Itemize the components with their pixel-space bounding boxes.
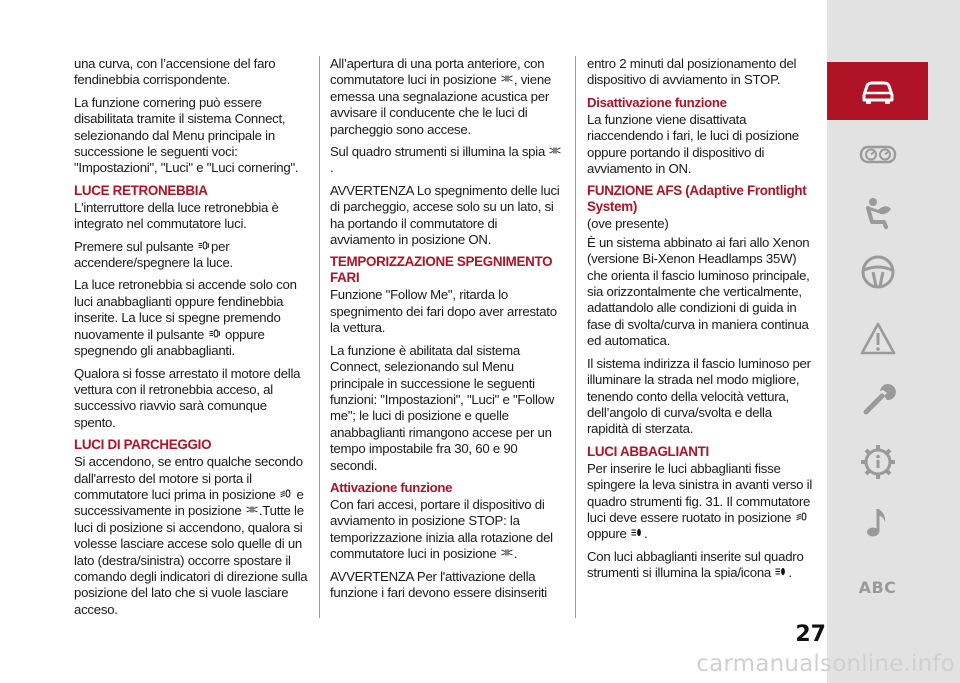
- paragraph: Il sistema indirizza il fascio luminoso per illuminare la strada nel modo migliore, tenendo conto della velocità vettura, dell’angolo di curva/svolta e della rapidità di sterzata.: [587, 355, 811, 437]
- text-run: All’apertura di una porta anteriore, con commutatore luci in posizione: [330, 56, 545, 88]
- technical-data-icon: [858, 442, 898, 482]
- column-divider: [575, 56, 576, 618]
- parking-lights-icon: [501, 548, 513, 557]
- text-run: .: [788, 565, 792, 581]
- paragraph: [74, 454, 308, 618]
- section-heading-parking-lights: LUCI DI PARCHEGGIO: [74, 437, 212, 453]
- text-run: , viene emessa una segnalazione acustica per avvisare il conducente che le luci di parcheggio sono accese.: [330, 72, 551, 137]
- paragraph: È un sistema abbinato ai fari allo Xenon (versione Bi-Xenon Headlamps 35W) che orienta il fascio luminoso principale, sia orizzontalmente che verticalmente, adattandolo alle condizioni di guida in fase di svolta/curva in maniera continua ed automatica.: [587, 234, 810, 349]
- text-column-3: [587, 56, 813, 588]
- text-run: e successivamente in posizione: [74, 486, 304, 519]
- text-run: Sul quadro strumenti si illumina la spia: [330, 144, 546, 160]
- section-heading-afs: FUNZIONE AFS (Adaptive Frontlight System): [587, 183, 807, 215]
- text-run: oppure: [587, 526, 627, 542]
- column-divider: [319, 56, 320, 618]
- paragraph: AVVERTENZA Lo spegnimento delle luci di parcheggio, accese solo su un lato, si ha portando il commutatore di avviamento in posizione ON.: [330, 182, 560, 248]
- paragraph: (ove presente): [587, 216, 669, 232]
- text-run: Si accendono, se entro qualche secondo dall'arresto del motore si porta il commutatore luci prima in posizione: [74, 454, 303, 502]
- watermark: carmanualsonline.info: [696, 651, 955, 677]
- low-beam-icon: [796, 512, 808, 521]
- sidebar-item-safety[interactable]: [827, 184, 928, 242]
- sidebar-item-index[interactable]: [827, 558, 928, 616]
- paragraph: La funzione è abilitata dal sistema Connect, selezionando sul Menu principale in successione le seguenti funzioni: "Impostazioni", "Luci" e "Follow me"; le luci di posizione e quelle anabbaglianti rimangono accese per un tempo impostabile fra 30, 60 e 90 secondi.: [330, 342, 555, 473]
- paragraph: [330, 497, 564, 563]
- abc-index-icon: ABC: [858, 577, 897, 597]
- paragraph: La funzione cornering può essere disabilitata tramite il sistema Connect, selezionando dal Menu principale in successione le seguenti voci: "Impostazioni", "Luci" e "Luci cornering".: [74, 94, 299, 176]
- paragraph: AVVERTENZA Per l'attivazione della funzione i fari devono essere disinseriti: [330, 568, 547, 600]
- car-icon: [858, 71, 898, 111]
- sidebar-item-driving[interactable]: [827, 243, 928, 301]
- text-run: Con fari accesi, portare il dispositivo di avviamento in posizione STOP: la temporizzazione inizia alla rotazione del commutatore luci in posizione: [330, 496, 553, 562]
- chapter-sidebar: [827, 0, 960, 683]
- text-run: Con luci abbaglianti inserite sul quadro strumenti si illumina la spia/icona: [587, 548, 804, 581]
- paragraph: [74, 239, 308, 272]
- high-beam-icon: [775, 567, 787, 576]
- sidebar-item-maintenance[interactable]: [827, 370, 928, 428]
- paragraph: entro 2 minuti dal posizionamento del dispositivo di avviamento in STOP.: [587, 56, 797, 88]
- steering-wheel-icon: [858, 252, 898, 292]
- music-note-icon: [858, 503, 898, 543]
- warning-triangle-icon: [858, 319, 898, 359]
- paragraph: Funzione "Follow Me", ritarda lo spegnimento dei fari dopo aver arrestato la vettura.: [330, 287, 557, 336]
- sidebar-item-technical-data[interactable]: [827, 433, 928, 491]
- paragraph: Qualora si fosse arrestato il motore della vettura con il retronebbia acceso, al successivo riavvio sarà comunque spento.: [74, 365, 301, 430]
- page-number: 27: [795, 622, 826, 647]
- high-beam-icon: [631, 528, 643, 537]
- paragraph: una curva, con l’accensione del faro fendinebbia corrispondente.: [74, 56, 276, 88]
- low-beam-icon: [280, 489, 292, 498]
- rear-fog-light-icon: [198, 241, 210, 250]
- paragraph: [587, 461, 813, 543]
- text-run: La luce retronebbia si accende solo con luci anabbaglianti oppure fendinebbia inserite. La luce si spegne premendo nuovamente il pulsante: [74, 277, 297, 342]
- subheading-activation: Attivazione funzione: [330, 479, 453, 495]
- section-heading-high-beam: LUCI ABBAGLIANTI: [587, 443, 709, 459]
- paragraph: La funzione viene disattivata riaccendendo i fari, le luci di posizione oppure portando il dispositivo di avviamento in ON.: [587, 111, 799, 177]
- section-heading-rear-fog: LUCE RETRONEBBIA: [74, 182, 208, 198]
- text-column-1: [74, 56, 308, 624]
- text-run: per accendere/spegnere la luce.: [74, 238, 233, 271]
- sidebar-item-emergency[interactable]: [827, 310, 928, 368]
- text-run: .: [513, 546, 518, 562]
- rear-fog-light-icon: [209, 329, 221, 338]
- text-run: .: [644, 526, 648, 542]
- sidebar-item-dashboard[interactable]: [827, 126, 928, 184]
- text-run: .Tutte le luci di posizione si accendono, qualora si volesse lasciare accese solo quelle di un lato (destra/sinistra) occorre spostare il comando degli indicatori di direzione sulla posizione del lato che si vuole lasciare acceso.: [74, 503, 308, 617]
- text-run: oppure spegnendo gli anabbaglianti.: [74, 326, 265, 359]
- paragraph: [330, 56, 564, 138]
- text-column-2: [330, 56, 564, 607]
- text-run: Per inserire le luci abbaglianti fisse spingere la leva sinistra in avanti verso il quadro strumenti fig. 31. Il commutatore luci deve essere ruotato in posizione: [587, 460, 813, 525]
- paragraph: [587, 549, 813, 582]
- parking-lights-icon: [549, 146, 561, 155]
- wrench-icon: [858, 379, 898, 419]
- sidebar-item-car[interactable]: [827, 62, 928, 120]
- parking-lights-icon: [501, 74, 513, 83]
- section-heading-headlight-timer: TEMPORIZZAZIONE SPEGNIMENTO FARI: [330, 254, 553, 286]
- paragraph: [74, 277, 308, 359]
- text-run: .: [330, 160, 334, 176]
- parking-lights-icon: [246, 505, 258, 514]
- seat-airbag-icon: [858, 193, 898, 233]
- paragraph: [330, 144, 564, 177]
- text-run: Premere sul pulsante: [74, 238, 194, 254]
- sidebar-item-multimedia[interactable]: [827, 494, 928, 552]
- subheading-deactivation: Disattivazione funzione: [587, 94, 727, 110]
- paragraph: L'interruttore della luce retronebbia è integrato nel commutatore luci.: [74, 199, 279, 232]
- dashboard-gauges-icon: [858, 135, 898, 175]
